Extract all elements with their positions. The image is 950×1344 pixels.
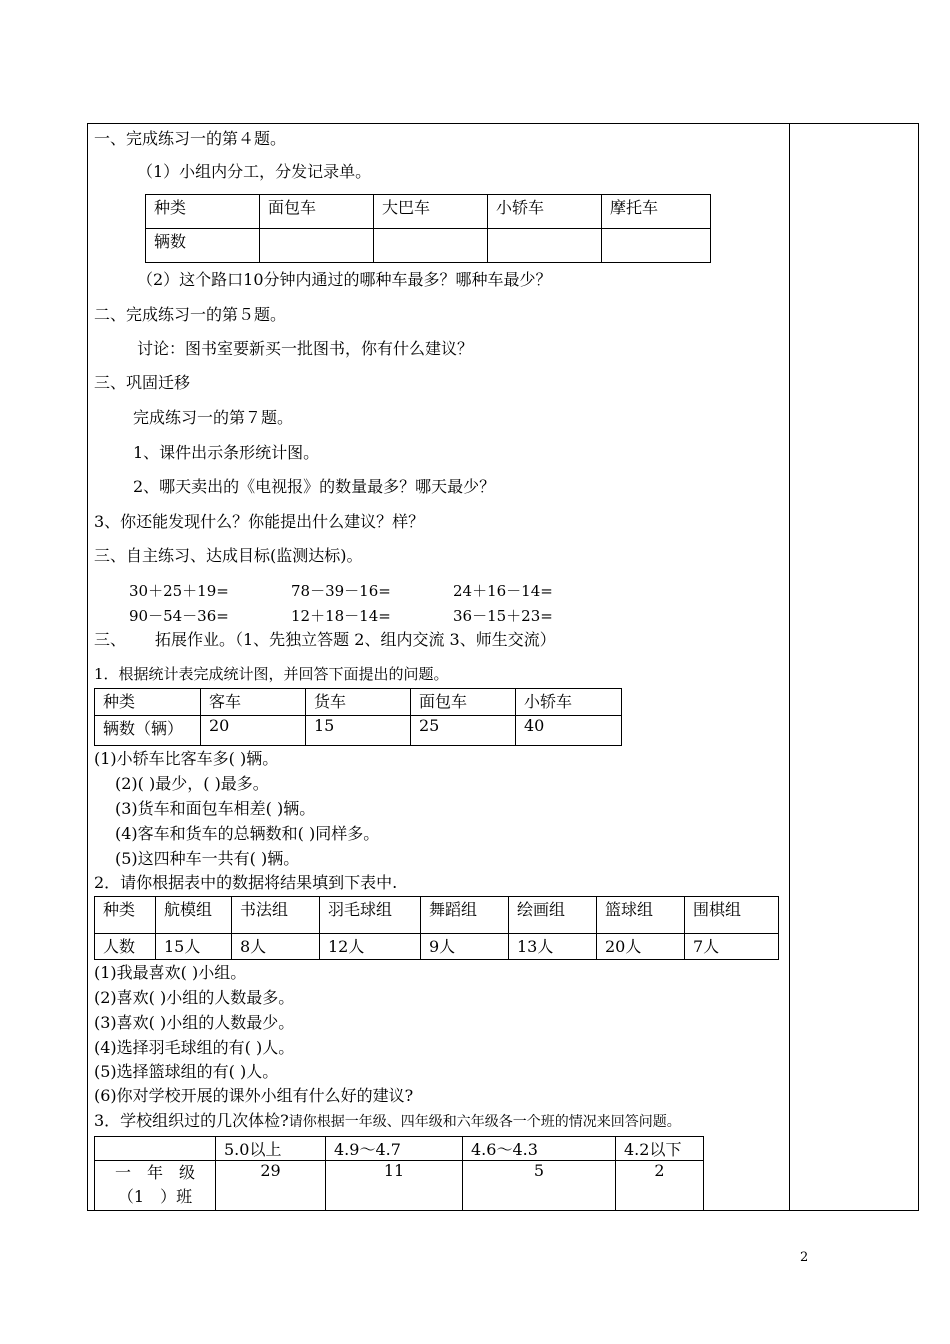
step-discover: 3、你还能发现什么？你能提出什么建议？样？ xyxy=(94,512,425,531)
question-3-rest: 请你根据一年级、四年级和六年级各一个班的情况来回答问题。 xyxy=(288,1114,681,1130)
cell: 舞蹈组 xyxy=(421,897,509,934)
equation: 36－15＋23= xyxy=(453,607,553,625)
row-label-grade: 一 年 级 xyxy=(114,1163,195,1182)
section-extension-title: 拓展作业。（1、先独立答题 2、组内交流 3、师生交流） xyxy=(155,630,556,649)
record-sheet-table xyxy=(145,194,711,263)
cell: 小轿车 xyxy=(516,689,622,716)
question-2-2: (2)喜欢( )小组的人数最多。 xyxy=(94,988,295,1007)
cell: 种类 xyxy=(146,195,260,229)
cell: 2 xyxy=(616,1161,704,1211)
cell: 小轿车 xyxy=(488,195,602,229)
cell: 辆数 xyxy=(146,229,260,263)
cell: 航模组 xyxy=(156,897,232,934)
equation: 12＋18－14= xyxy=(291,607,391,625)
cell: 20 xyxy=(201,716,306,746)
question-2-6: (6)你对学校开展的课外小组有什么好的建议? xyxy=(94,1086,414,1105)
cell: 20人 xyxy=(597,934,685,960)
step-1: （1）小组内分工，分发记录单。 xyxy=(137,162,372,181)
cell: 面包车 xyxy=(260,195,374,229)
cell: 种类 xyxy=(95,689,201,716)
cell: 40 xyxy=(516,716,622,746)
question-1-5: (5)这四种车一共有( )辆。 xyxy=(115,849,300,868)
row-label-class: （1 ）班 xyxy=(117,1187,193,1206)
question-3 xyxy=(94,1112,681,1131)
equation: 90－54－36= xyxy=(129,607,229,625)
section-extension-num: 三、 xyxy=(94,630,127,649)
cell: 大巴车 xyxy=(374,195,488,229)
cell: 摩托车 xyxy=(602,195,711,229)
step-show-chart: 1、课件出示条形统计图。 xyxy=(133,443,320,462)
cell: 8人 xyxy=(232,934,320,960)
cell: 绘画组 xyxy=(509,897,597,934)
question-1-1: (1)小轿车比客车多( )辆。 xyxy=(94,749,279,768)
vehicle-count-table xyxy=(94,688,622,746)
cell: 羽毛球组 xyxy=(320,897,421,934)
cell: 货车 xyxy=(306,689,411,716)
cell: 围棋组 xyxy=(685,897,779,934)
cell: 4.9～4.7 xyxy=(326,1137,463,1161)
question-2-3: (3)喜欢( )小组的人数最少。 xyxy=(94,1013,295,1032)
cell: 25 xyxy=(411,716,516,746)
cell: 辆数（辆） xyxy=(95,716,201,746)
cell xyxy=(95,1137,216,1161)
question-2: 2．请你根据表中的数据将结果填到下表中. xyxy=(94,873,398,892)
equation: 78－39－16= xyxy=(291,582,391,600)
cell: 人数 xyxy=(95,934,156,960)
column-divider xyxy=(789,123,790,1211)
cell: 5.0以上 xyxy=(216,1137,326,1161)
cell: 书法组 xyxy=(232,897,320,934)
cell xyxy=(260,229,374,263)
cell: 4.2以下 xyxy=(616,1137,704,1161)
eyesight-table xyxy=(94,1136,704,1211)
step-question: 2、哪天卖出的《电视报》的数量最多？哪天最少？ xyxy=(133,477,496,496)
question-3-lead: 3．学校组织过的几次体检? xyxy=(94,1111,289,1130)
section-1-title: 一、完成练习一的第４题。 xyxy=(94,129,287,148)
cell: 客车 xyxy=(201,689,306,716)
cell: 篮球组 xyxy=(597,897,685,934)
cell: 面包车 xyxy=(411,689,516,716)
cell xyxy=(602,229,711,263)
cell: 9人 xyxy=(421,934,509,960)
question-1-3: (3)货车和面包车相差( )辆。 xyxy=(115,799,316,818)
section-3-title: 三、巩固迁移 xyxy=(94,373,191,392)
discussion: 讨论：图书室要新买一批图书，你有什么建议？ xyxy=(137,339,474,358)
question-1-2: (2)( )最少，( )最多。 xyxy=(115,774,269,793)
cell: 7人 xyxy=(685,934,779,960)
question-1-4: (4)客车和货车的总辆数和( )同样多。 xyxy=(115,824,380,843)
cell: 12人 xyxy=(320,934,421,960)
cell: 13人 xyxy=(509,934,597,960)
section-self-practice: 三、自主练习、达成目标(监测达标)。 xyxy=(94,546,363,565)
cell: 种类 xyxy=(95,897,156,934)
cell: 4.6～4.3 xyxy=(463,1137,616,1161)
question-1: 1．根据统计表完成统计图，并回答下面提出的问题。 xyxy=(94,665,449,683)
question-2-4: (4)选择羽毛球组的有( )人。 xyxy=(94,1038,295,1057)
question-2-5: (5)选择篮球组的有( )人。 xyxy=(94,1062,279,1081)
equation: 30＋25＋19= xyxy=(129,582,229,600)
page-number: 2 xyxy=(800,1250,809,1265)
cell: 15人 xyxy=(156,934,232,960)
cell: 5 xyxy=(463,1161,616,1211)
step-2: （2）这个路口10分钟内通过的哪种车最多？哪种车最少？ xyxy=(137,270,552,289)
cell xyxy=(488,229,602,263)
cell: 15 xyxy=(306,716,411,746)
equation: 24＋16－14= xyxy=(453,582,553,600)
exercise-7: 完成练习一的第７题。 xyxy=(133,408,294,427)
group-count-table xyxy=(94,896,779,960)
question-2-1: (1)我最喜欢( )小组。 xyxy=(94,963,247,982)
cell: 11 xyxy=(326,1161,463,1211)
cell: 29 xyxy=(216,1161,326,1211)
cell xyxy=(374,229,488,263)
section-2-title: 二、完成练习一的第５题。 xyxy=(94,305,287,324)
row-label xyxy=(95,1161,216,1211)
